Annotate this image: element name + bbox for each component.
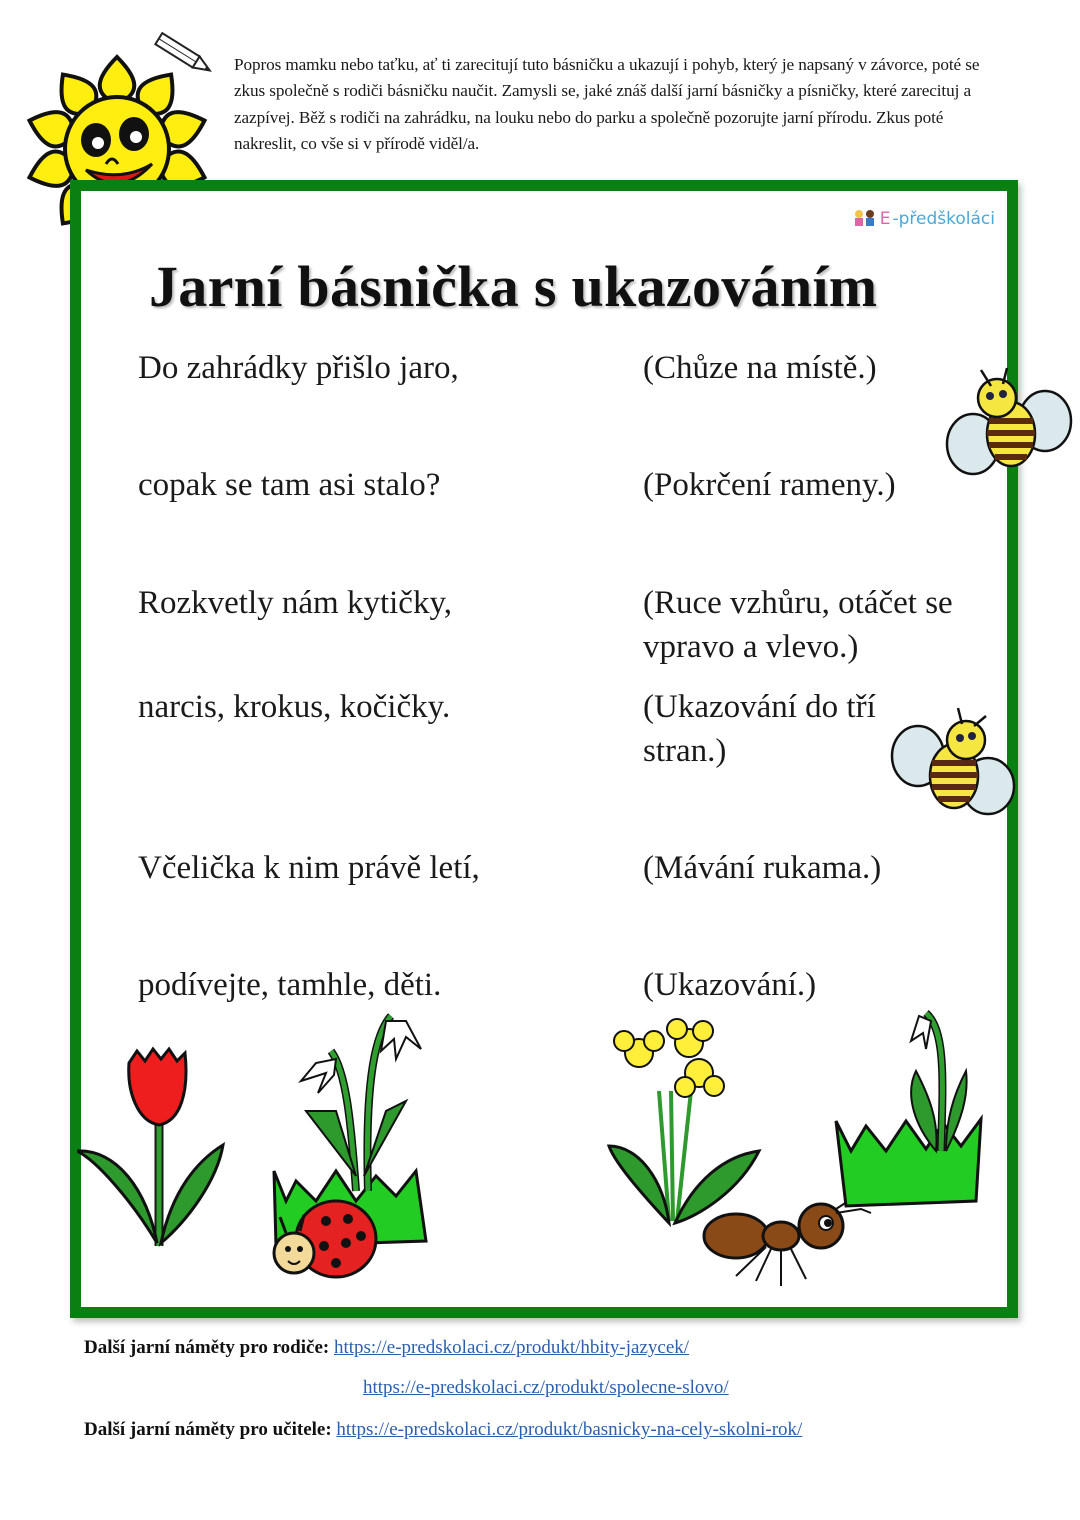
parents-link-2[interactable]: https://e-predskolaci.cz/produkt/spolecne-slovo/ (363, 1377, 729, 1398)
logo-text: -předškoláci (892, 209, 995, 229)
poem-action: (Ukazování do tří stran.) (643, 689, 876, 769)
instructions-text: Popros mamku nebo taťku, ať ti zarecitují tuto básničku a ukazují i pohyb, který je napsaný v závorce, poté se zkus společně s rodiči básničku naučit. Zamysli se, jaké znáš další jarní básničky a písničky, které zarecituj a zazpívej. Běž s rodiči na zahrádku, na louku nebo do parku a společně pozorujte jarní přírodu. Zkus poté nakreslit, co vše si v přírodě viděl/a. (234, 55, 980, 154)
poem-verse: Včelička k nim právě letí, (138, 850, 480, 886)
footer-teachers (84, 1419, 802, 1441)
parents-label: Další jarní náměty pro rodiče: (84, 1337, 330, 1358)
poem-verse: Do zahrádky přišlo jaro, (138, 350, 459, 386)
poem-verse: Rozkvetly nám kytičky, (138, 585, 453, 621)
poem-verse: copak se tam asi stalo? (138, 467, 441, 503)
page-title: Jarní básnička s ukazováním (149, 254, 878, 319)
poem-action: (Ruce vzhůru, otáčet se vpravo a vlevo.) (643, 585, 953, 665)
footer-parents-2 (363, 1377, 729, 1399)
ladybug-illustration (266, 1191, 386, 1291)
children-logo-icon (852, 209, 878, 229)
poem-frame (70, 180, 1018, 1318)
poem-action: (Chůze na místě.) (643, 350, 877, 386)
footer-parents (84, 1337, 689, 1359)
teachers-label: Další jarní náměty pro učitele: (84, 1419, 332, 1440)
tulip-illustration (77, 1021, 237, 1251)
teachers-link[interactable]: https://e-predskolaci.cz/produkt/basnicky-na-cely-skolni-rok/ (336, 1419, 803, 1440)
bee-illustration (945, 366, 1075, 481)
poem-action: (Ukazování.) (643, 967, 817, 1003)
poem-action: (Mávání rukama.) (643, 850, 882, 886)
poem-verse: podívejte, tamhle, děti. (138, 967, 442, 1003)
snowdrop-grass-illustration (831, 1001, 1001, 1231)
logo-prefix: E (879, 209, 891, 229)
brand-logo[interactable] (852, 209, 995, 229)
parents-link-1[interactable]: https://e-predskolaci.cz/produkt/hbity-jazycek/ (333, 1337, 690, 1358)
poem-action: (Pokrčení rameny.) (643, 467, 896, 503)
poem-verse: narcis, krokus, kočičky. (138, 689, 451, 725)
bee-illustration (890, 706, 1020, 821)
